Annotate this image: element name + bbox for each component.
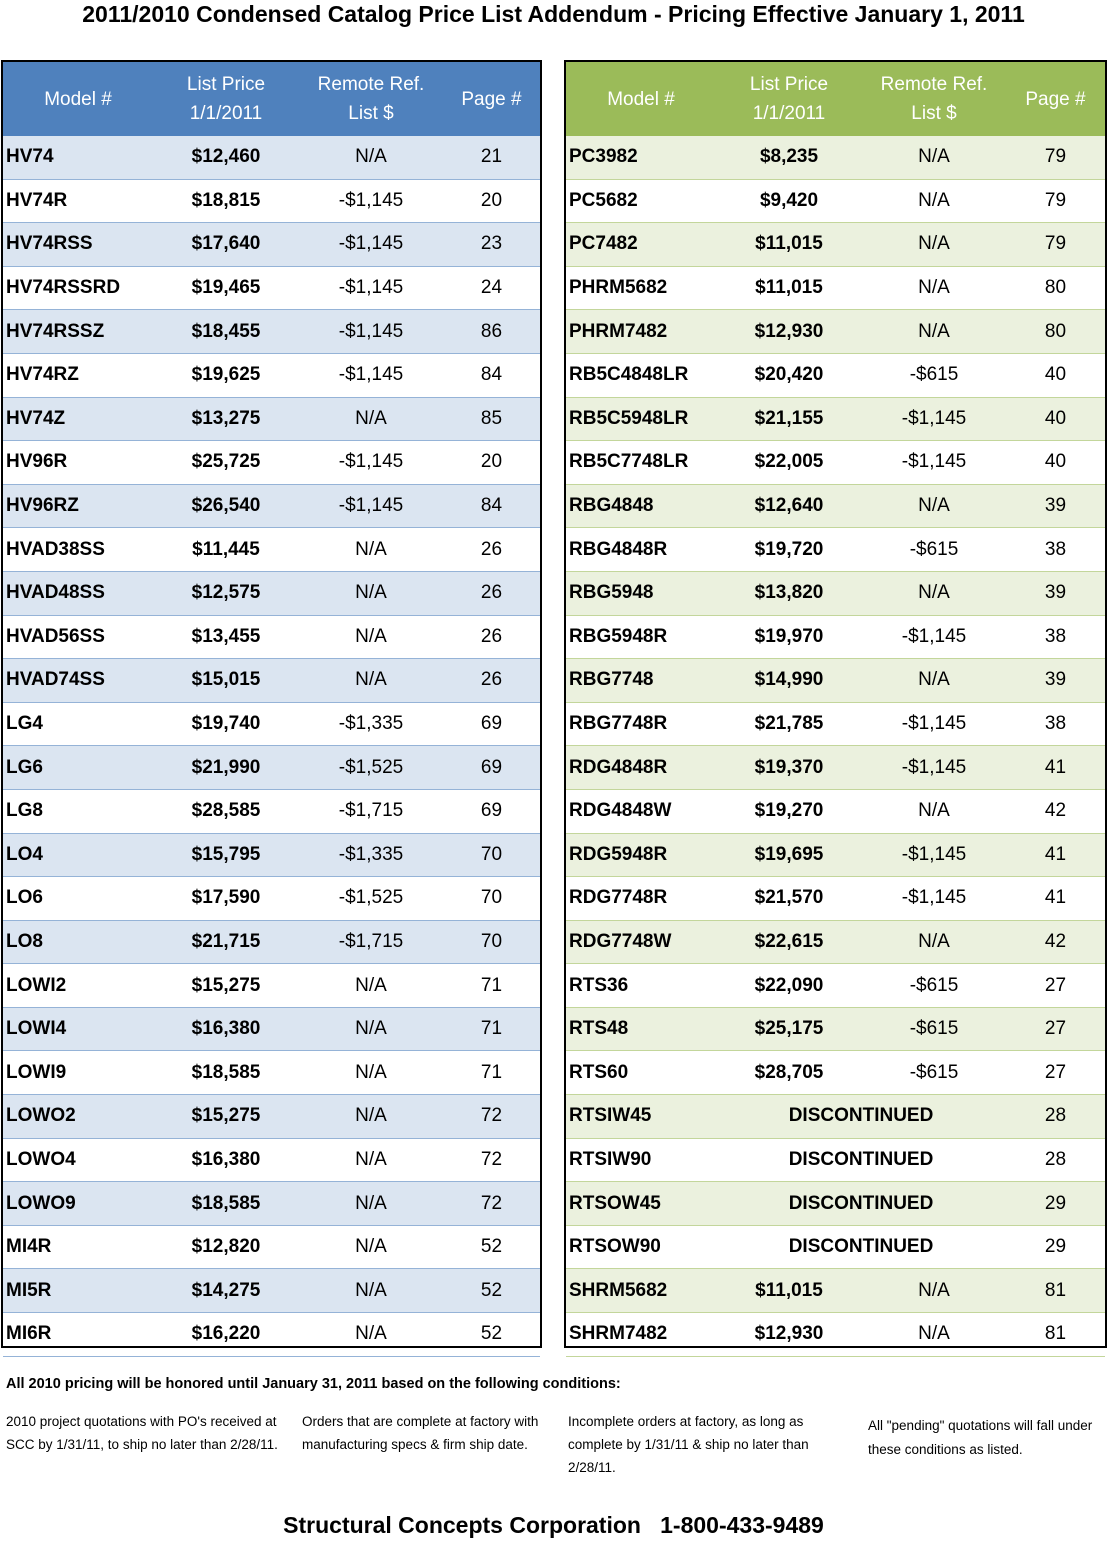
status-cell: DISCONTINUED [788, 1192, 934, 1214]
model-cell: RTS48 [569, 1018, 629, 1040]
remote-ref-cell: -$1,335 [338, 713, 404, 735]
remote-ref-cell: -$1,145 [901, 407, 967, 429]
company-phone: 1-800-433-9489 [660, 1512, 824, 1538]
page-cell: 81 [1044, 1323, 1067, 1345]
table-row [3, 485, 540, 529]
model-cell: RTSIW45 [569, 1105, 652, 1127]
model-cell: HV74RSS [6, 233, 93, 255]
model-cell: RBG5948 [569, 582, 654, 604]
list-price-cell: $17,640 [191, 233, 261, 255]
page-cell: 41 [1044, 843, 1067, 865]
remote-ref-cell: -$1,145 [901, 887, 967, 909]
page-cell: 21 [480, 146, 503, 168]
table-row [566, 1139, 1105, 1183]
list-price-cell: $15,275 [191, 974, 261, 996]
remote-ref-cell: N/A [355, 974, 387, 996]
remote-ref-cell: -$1,145 [338, 233, 404, 255]
remote-ref-cell: -$1,145 [901, 451, 967, 473]
remote-ref-cell: -$1,145 [901, 843, 967, 865]
page-cell: 42 [1044, 930, 1067, 952]
list-price-cell: $25,175 [754, 1018, 824, 1040]
right-table-header [566, 62, 1105, 136]
conditions-heading: All 2010 pricing will be honored until January 31, 2011 based on the following conditions: [6, 1376, 621, 1392]
list-price-cell: $12,575 [191, 582, 261, 604]
list-price-column-header: List Price 1/1/2011 [749, 74, 829, 124]
list-price-cell: $19,695 [754, 843, 824, 865]
page-cell: 81 [1044, 1279, 1067, 1301]
page-cell: 24 [480, 277, 503, 299]
table-row [566, 703, 1105, 747]
status-cell: DISCONTINUED [788, 1105, 934, 1127]
list-price-cell: $21,155 [754, 407, 824, 429]
list-price-cell: $21,715 [191, 930, 261, 952]
list-price-cell: $20,420 [754, 364, 824, 386]
table-row [3, 1095, 540, 1139]
model-cell: RTSOW45 [569, 1192, 661, 1214]
page-cell: 52 [480, 1279, 503, 1301]
model-cell: RBG7748R [569, 713, 668, 735]
remote-ref-cell: N/A [918, 495, 950, 517]
list-price-cell: $16,380 [191, 1148, 261, 1170]
list-price-cell: $21,785 [754, 713, 824, 735]
model-cell: RDG5948R [569, 843, 668, 865]
condition-item: Incomplete orders at factory, as long as complete by 1/31/11 & ship no later than 2/28/11. [568, 1414, 809, 1475]
page-cell: 84 [480, 364, 503, 386]
status-cell: DISCONTINUED [788, 1236, 934, 1258]
page-cell: 39 [1044, 495, 1067, 517]
model-cell: HV96R [6, 451, 68, 473]
table-row [566, 1269, 1105, 1313]
model-cell: LO6 [6, 887, 43, 909]
page-cell: 41 [1044, 887, 1067, 909]
list-price-cell: $26,540 [191, 495, 261, 517]
table-row [3, 703, 540, 747]
table-row [3, 790, 540, 834]
list-price-cell: $15,275 [191, 1105, 261, 1127]
page-cell: 29 [1044, 1192, 1067, 1214]
list-price-cell: $21,570 [754, 887, 824, 909]
model-cell: LOWI9 [6, 1061, 67, 1083]
model-cell: RTS60 [569, 1061, 629, 1083]
left-table-header [3, 62, 540, 136]
table-row [3, 310, 540, 354]
remote-ref-cell: -$1,525 [338, 887, 404, 909]
page-cell: 69 [480, 756, 503, 778]
table-row [3, 616, 540, 660]
page-cell: 26 [480, 538, 503, 560]
remote-ref-cell: N/A [918, 277, 950, 299]
list-price-cell: $11,445 [192, 538, 260, 560]
model-cell: MI4R [6, 1236, 52, 1258]
model-cell: RB5C5948LR [569, 407, 689, 429]
page-cell: 79 [1044, 189, 1067, 211]
right-price-table [564, 60, 1107, 1348]
table-row [566, 1051, 1105, 1095]
page-cell: 39 [1044, 582, 1067, 604]
table-row [3, 180, 540, 224]
table-row [566, 528, 1105, 572]
remote-ref-cell: N/A [918, 669, 950, 691]
page-cell: 72 [480, 1192, 503, 1214]
page-cell: 52 [480, 1323, 503, 1345]
table-row [3, 572, 540, 616]
page-cell: 52 [480, 1236, 503, 1258]
list-price-cell: $13,820 [754, 582, 824, 604]
list-price-cell: $28,585 [191, 800, 261, 822]
page-title: 2011/2010 Condensed Catalog Price List Addendum - Pricing Effective January 1, 2011 [82, 1, 1025, 27]
list-price-cell: $22,005 [754, 451, 824, 473]
remote-ref-cell: N/A [918, 1323, 950, 1345]
table-row [3, 1269, 540, 1313]
remote-ref-cell: N/A [355, 1061, 387, 1083]
remote-ref-cell: N/A [355, 1018, 387, 1040]
model-cell: SHRM5682 [569, 1279, 668, 1301]
model-cell: HVAD48SS [6, 582, 105, 604]
list-price-cell: $18,585 [191, 1192, 261, 1214]
remote-ref-cell: -$1,145 [338, 451, 404, 473]
table-row [3, 354, 540, 398]
model-column-header: Model # [44, 88, 112, 110]
remote-ref-cell: -$1,715 [338, 800, 404, 822]
table-row [3, 398, 540, 442]
remote-ref-column-header: Remote Ref. List $ [880, 74, 988, 124]
list-price-cell: $16,220 [191, 1323, 261, 1345]
page-cell: 70 [480, 887, 503, 909]
table-row [566, 485, 1105, 529]
table-row [3, 1008, 540, 1052]
page-cell: 79 [1044, 233, 1067, 255]
table-row [566, 223, 1105, 267]
model-cell: HV74Z [6, 407, 66, 429]
remote-ref-cell: -$1,335 [338, 843, 404, 865]
model-cell: LG4 [6, 713, 43, 735]
page-cell: 69 [480, 800, 503, 822]
model-cell: RB5C7748LR [569, 451, 689, 473]
remote-ref-cell: -$1,145 [901, 713, 967, 735]
list-price-cell: $25,725 [191, 451, 261, 473]
table-row [566, 921, 1105, 965]
table-row [566, 441, 1105, 485]
page-cell: 20 [480, 189, 503, 211]
list-price-cell: $11,015 [755, 1279, 823, 1301]
table-row [566, 572, 1105, 616]
table-row [566, 180, 1105, 224]
table-row [3, 223, 540, 267]
list-price-cell: $22,090 [754, 974, 824, 996]
table-row [566, 834, 1105, 878]
remote-ref-cell: N/A [918, 930, 950, 952]
remote-ref-cell: N/A [918, 1279, 950, 1301]
list-price-cell: $12,460 [191, 146, 261, 168]
model-cell: PC5682 [569, 189, 638, 211]
page-cell: 71 [480, 1018, 503, 1040]
table-row [566, 398, 1105, 442]
page-cell: 23 [480, 233, 503, 255]
remote-ref-cell: N/A [355, 582, 387, 604]
model-cell: RBG4848R [569, 538, 668, 560]
table-row [3, 834, 540, 878]
remote-ref-cell: N/A [355, 538, 387, 560]
page-cell: 80 [1044, 277, 1067, 299]
page-cell: 27 [1044, 1061, 1067, 1083]
list-price-cell: $17,590 [191, 887, 261, 909]
model-column-header: Model # [607, 88, 675, 110]
list-price-cell: $19,270 [754, 800, 824, 822]
list-price-cell: $15,015 [191, 669, 261, 691]
company-footer [0, 1512, 1107, 1539]
table-row [3, 1051, 540, 1095]
model-cell: PHRM5682 [569, 277, 668, 299]
page-cell: 26 [480, 669, 503, 691]
page-cell: 72 [480, 1148, 503, 1170]
model-cell: HVAD56SS [6, 625, 105, 647]
remote-ref-cell: -$615 [909, 1018, 959, 1040]
remote-ref-column-header: Remote Ref. List $ [317, 74, 425, 124]
model-cell: PC7482 [569, 233, 638, 255]
list-price-cell: $12,930 [754, 320, 824, 342]
table-row [3, 659, 540, 703]
page-cell: 38 [1044, 713, 1067, 735]
model-cell: HVAD74SS [6, 669, 105, 691]
model-cell: PC3982 [569, 146, 638, 168]
list-price-cell: $19,370 [754, 756, 824, 778]
list-price-cell: $13,455 [191, 625, 261, 647]
model-cell: RB5C4848LR [569, 364, 689, 386]
table-row [3, 267, 540, 311]
right-table-body [566, 136, 1105, 1357]
list-price-cell: $12,820 [191, 1236, 261, 1258]
model-cell: RTS36 [569, 974, 629, 996]
remote-ref-cell: -$1,145 [338, 320, 404, 342]
page-cell: 42 [1044, 800, 1067, 822]
table-row [566, 746, 1105, 790]
list-price-cell: $11,015 [755, 277, 823, 299]
page-cell: 26 [480, 582, 503, 604]
table-row [3, 1139, 540, 1183]
remote-ref-cell: N/A [355, 1323, 387, 1345]
table-row [566, 659, 1105, 703]
remote-ref-cell: N/A [355, 1192, 387, 1214]
left-price-table [1, 60, 542, 1348]
model-cell: HV96RZ [6, 495, 79, 517]
remote-ref-cell: N/A [918, 146, 950, 168]
list-price-cell: $11,015 [755, 233, 823, 255]
remote-ref-cell: -$615 [909, 974, 959, 996]
table-row [3, 1313, 540, 1357]
model-cell: RTSOW90 [569, 1236, 661, 1258]
company-name: Structural Concepts Corporation [283, 1512, 641, 1538]
model-cell: RDG7748W [569, 930, 672, 952]
remote-ref-cell: N/A [355, 146, 387, 168]
remote-ref-cell: N/A [918, 800, 950, 822]
table-row [566, 354, 1105, 398]
list-price-cell: $28,705 [754, 1061, 824, 1083]
list-price-cell: $21,990 [191, 756, 261, 778]
condition-item: Orders that are complete at factory with manufacturing specs & firm ship date. [302, 1414, 539, 1452]
list-price-cell: $14,990 [754, 669, 824, 691]
model-cell: LOWO4 [6, 1148, 76, 1170]
remote-ref-cell: -$615 [909, 1061, 959, 1083]
remote-ref-cell: -$1,145 [901, 625, 967, 647]
remote-ref-cell: N/A [918, 233, 950, 255]
remote-ref-cell: -$615 [909, 538, 959, 560]
model-cell: LG6 [6, 756, 43, 778]
table-row [3, 528, 540, 572]
model-cell: HV74RSSZ [6, 320, 105, 342]
model-cell: LO4 [6, 843, 43, 865]
model-cell: RBG4848 [569, 495, 654, 517]
remote-ref-cell: N/A [918, 582, 950, 604]
list-price-cell: $22,615 [754, 930, 824, 952]
table-row [566, 1313, 1105, 1357]
model-cell: LO8 [6, 930, 43, 952]
model-cell: HVAD38SS [6, 538, 105, 560]
remote-ref-cell: N/A [355, 1105, 387, 1127]
remote-ref-cell: -$1,145 [338, 364, 404, 386]
table-row [566, 136, 1105, 180]
list-price-cell: $12,640 [754, 495, 824, 517]
model-cell: RBG7748 [569, 669, 654, 691]
table-row [3, 1182, 540, 1226]
list-price-cell: $14,275 [191, 1279, 261, 1301]
list-price-cell: $19,740 [191, 713, 261, 735]
page-cell: 79 [1044, 146, 1067, 168]
model-cell: HV74RSSRD [6, 277, 121, 299]
model-cell: RDG4848R [569, 756, 668, 778]
list-price-cell: $8,235 [759, 146, 819, 168]
table-row [3, 746, 540, 790]
remote-ref-cell: N/A [355, 1236, 387, 1258]
model-cell: RDG7748R [569, 887, 668, 909]
list-price-cell: $12,930 [754, 1323, 824, 1345]
page-cell: 29 [1044, 1236, 1067, 1258]
table-row [3, 877, 540, 921]
list-price-cell: $18,455 [191, 320, 261, 342]
condition-item: All "pending" quotations will fall under these conditions as listed. [868, 1418, 1093, 1457]
page-cell: 40 [1044, 451, 1067, 473]
remote-ref-cell: N/A [355, 625, 387, 647]
list-price-cell: $18,815 [191, 189, 261, 211]
list-price-cell: $16,380 [191, 1018, 261, 1040]
page-cell: 20 [480, 451, 503, 473]
page-cell: 69 [480, 713, 503, 735]
page-cell: 28 [1044, 1105, 1067, 1127]
remote-ref-cell: -$1,525 [338, 756, 404, 778]
remote-ref-cell: N/A [918, 189, 950, 211]
page-cell: 28 [1044, 1148, 1067, 1170]
page-column-header: Page # [461, 88, 522, 110]
page-cell: 84 [480, 495, 503, 517]
list-price-column-header: List Price 1/1/2011 [186, 74, 266, 124]
table-row [3, 1226, 540, 1270]
model-cell: LOWI4 [6, 1018, 67, 1040]
page-cell: 38 [1044, 538, 1067, 560]
table-row [566, 1095, 1105, 1139]
model-cell: RBG5948R [569, 625, 668, 647]
page-cell: 71 [480, 1061, 503, 1083]
page-cell: 27 [1044, 974, 1067, 996]
page-cell: 27 [1044, 1018, 1067, 1040]
model-cell: LG8 [6, 800, 43, 822]
table-row [3, 136, 540, 180]
list-price-cell: $19,720 [754, 538, 824, 560]
model-cell: RDG4848W [569, 800, 672, 822]
page-cell: 26 [480, 625, 503, 647]
list-price-cell: $19,465 [191, 277, 261, 299]
remote-ref-cell: N/A [355, 1148, 387, 1170]
page-cell: 40 [1044, 407, 1067, 429]
table-row [566, 964, 1105, 1008]
model-cell: LOWO2 [6, 1105, 76, 1127]
remote-ref-cell: N/A [355, 1279, 387, 1301]
left-table-body [3, 136, 540, 1357]
status-cell: DISCONTINUED [788, 1148, 934, 1170]
table-row [566, 616, 1105, 660]
page-cell: 85 [480, 407, 503, 429]
remote-ref-cell: -$1,715 [338, 930, 404, 952]
table-row [3, 441, 540, 485]
remote-ref-cell: -$1,145 [338, 189, 404, 211]
model-cell: HV74R [6, 189, 68, 211]
list-price-cell: $9,420 [759, 189, 819, 211]
model-cell: MI6R [6, 1323, 52, 1345]
table-row [566, 267, 1105, 311]
table-row [566, 1008, 1105, 1052]
model-cell: LOWO9 [6, 1192, 76, 1214]
table-row [566, 1182, 1105, 1226]
list-price-cell: $18,585 [191, 1061, 261, 1083]
table-row [566, 790, 1105, 834]
remote-ref-cell: -$1,145 [338, 495, 404, 517]
page-column-header: Page # [1025, 88, 1086, 110]
list-price-cell: $15,795 [191, 843, 261, 865]
page-cell: 41 [1044, 756, 1067, 778]
remote-ref-cell: -$615 [909, 364, 959, 386]
table-row [566, 310, 1105, 354]
page-cell: 71 [480, 974, 503, 996]
page-cell: 80 [1044, 320, 1067, 342]
model-cell: RTSIW90 [569, 1148, 652, 1170]
condition-item: 2010 project quotations with PO's received at SCC by 1/31/11, to ship no later than 2/28/11. [6, 1414, 278, 1452]
model-cell: MI5R [6, 1279, 52, 1301]
list-price-cell: $13,275 [191, 407, 261, 429]
page-cell: 40 [1044, 364, 1067, 386]
table-row [566, 1226, 1105, 1270]
page-cell: 72 [480, 1105, 503, 1127]
model-cell: HV74RZ [6, 364, 79, 386]
page-cell: 70 [480, 930, 503, 952]
remote-ref-cell: -$1,145 [338, 277, 404, 299]
remote-ref-cell: -$1,145 [901, 756, 967, 778]
model-cell: HV74 [6, 146, 54, 168]
table-row [566, 877, 1105, 921]
list-price-cell: $19,625 [191, 364, 261, 386]
remote-ref-cell: N/A [918, 320, 950, 342]
page-cell: 39 [1044, 669, 1067, 691]
table-row [3, 921, 540, 965]
remote-ref-cell: N/A [355, 669, 387, 691]
model-cell: PHRM7482 [569, 320, 668, 342]
remote-ref-cell: N/A [355, 407, 387, 429]
model-cell: SHRM7482 [569, 1323, 668, 1345]
page-cell: 70 [480, 843, 503, 865]
model-cell: LOWI2 [6, 974, 67, 996]
page-cell: 86 [480, 320, 503, 342]
list-price-cell: $19,970 [754, 625, 824, 647]
page-cell: 38 [1044, 625, 1067, 647]
table-row [3, 964, 540, 1008]
